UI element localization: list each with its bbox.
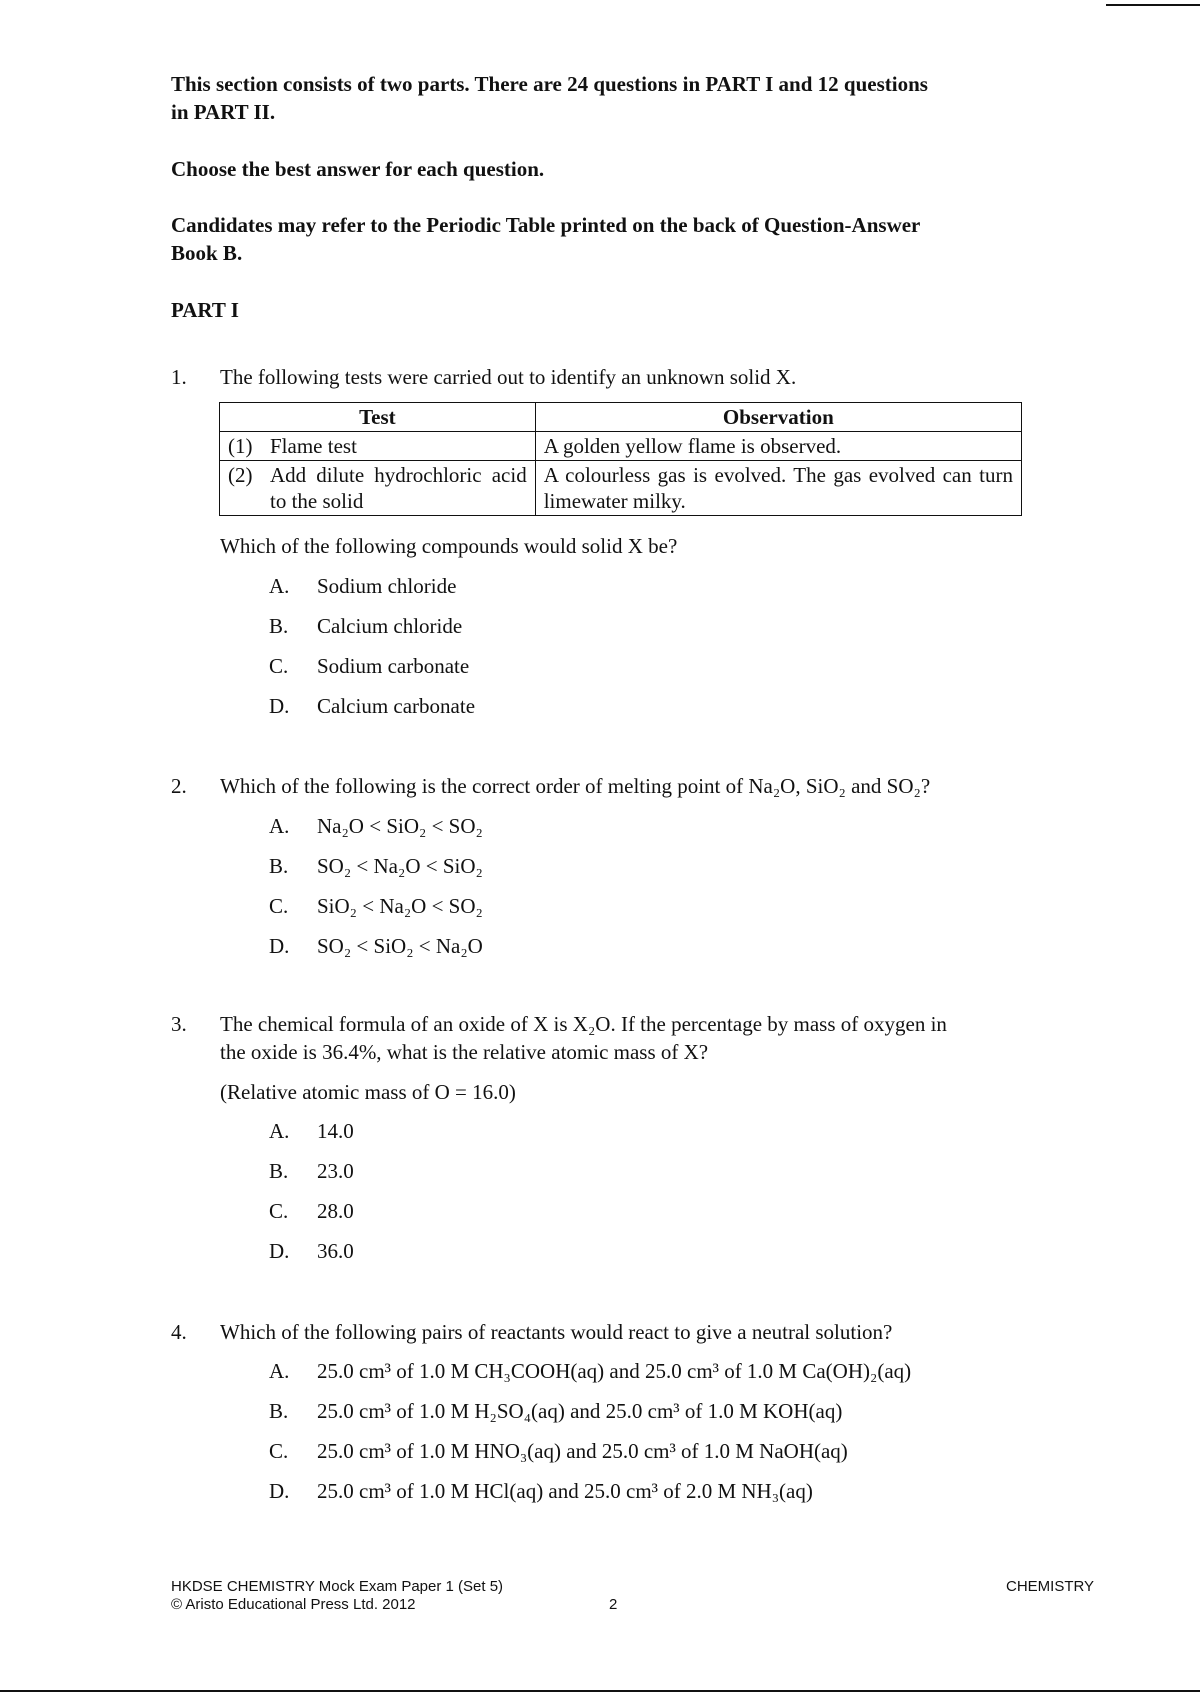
intro-line-2: in PART II. [171, 100, 276, 124]
option-text: Sodium carbonate [317, 654, 470, 678]
question-text [220, 1010, 1100, 1066]
test-cell [220, 432, 536, 461]
option-letter: C. [269, 1199, 289, 1223]
option-letter: C. [269, 654, 289, 678]
test-cell [220, 461, 536, 516]
intro-periodic-table [171, 211, 1071, 267]
question-text: The following tests were carried out to identify an unknown solid X. [220, 365, 797, 389]
option-text: 28.0 [317, 1199, 354, 1223]
question-prompt: Which of the following compounds would solid X be? [220, 534, 678, 558]
intro-periodic-line-2: Book B. [171, 241, 243, 265]
option-letter: D. [269, 934, 290, 958]
table-row [220, 461, 1022, 516]
option-text: Calcium chloride [317, 614, 463, 638]
option-text: SO₂ < Na₂O < SiO₂ [317, 854, 483, 878]
option-letter: D. [269, 1479, 290, 1503]
question-number: 3. [171, 1012, 187, 1036]
question-text-line-1: The chemical formula of an oxide of X is X₂O. If the percentage by mass of oxygen in [220, 1012, 947, 1036]
table-row [220, 432, 1022, 461]
intro-choose: Choose the best answer for each question. [171, 157, 545, 181]
test-number: (1) [228, 434, 253, 458]
option-letter: D. [269, 1239, 290, 1263]
option-letter: A. [269, 814, 290, 838]
intro-line-1: This section consists of two parts. There are 24 questions in PART I and 12 questions [171, 72, 928, 96]
option-text: 14.0 [317, 1119, 354, 1143]
option-letter: A. [269, 574, 290, 598]
scan-mark-top-right [1106, 4, 1200, 6]
option-text: 25.0 cm³ of 1.0 M H₂SO₄(aq) and 25.0 cm³ of 1.0 M KOH(aq) [317, 1399, 843, 1423]
option-text: SO₂ < SiO₂ < Na₂O [317, 934, 483, 958]
test-number: (2) [228, 463, 253, 487]
footer-subject: CHEMISTRY [1006, 1578, 1095, 1595]
option-text: 25.0 cm³ of 1.0 M CH₃COOH(aq) and 25.0 cm³ of 1.0 M Ca(OH)₂(aq) [317, 1359, 912, 1383]
part-heading: PART I [171, 298, 239, 322]
option-text: Na₂O < SiO₂ < SO₂ [317, 814, 483, 838]
option-text: 25.0 cm³ of 1.0 M HNO₃(aq) and 25.0 cm³ of 1.0 M NaOH(aq) [317, 1439, 848, 1463]
question-text: Which of the following is the correct order of melting point of Na₂O, SiO₂ and SO₂? [220, 774, 931, 798]
option-text: Calcium carbonate [317, 694, 476, 718]
test-name: Add dilute hydrochloric acid to the solid [270, 463, 527, 513]
table-header-test: Test [220, 403, 536, 432]
test-name: Flame test [270, 434, 357, 458]
intro-periodic-line-1: Candidates may refer to the Periodic Table printed on the back of Question-Answer [171, 213, 921, 237]
option-letter: A. [269, 1359, 290, 1383]
scan-edge-bottom [0, 1690, 1200, 1692]
option-text: Sodium chloride [317, 574, 457, 598]
observation-cell: A colourless gas is evolved. The gas evolved can turn limewater milky. [535, 461, 1021, 516]
tests-table [219, 402, 1022, 516]
option-text: SiO₂ < Na₂O < SO₂ [317, 894, 483, 918]
option-letter: D. [269, 694, 290, 718]
question-number: 1. [171, 365, 187, 389]
option-letter: C. [269, 894, 289, 918]
question-text: Which of the following pairs of reactants would react to give a neutral solution? [220, 1320, 893, 1344]
footer-exam-title: HKDSE CHEMISTRY Mock Exam Paper 1 (Set 5) [171, 1578, 504, 1595]
page-number: 2 [609, 1596, 618, 1613]
option-text: 36.0 [317, 1239, 354, 1263]
option-letter: B. [269, 1159, 289, 1183]
table-header-row [220, 403, 1022, 432]
intro-instructions [171, 70, 1071, 126]
option-letter: A. [269, 1119, 290, 1143]
question-number: 4. [171, 1320, 187, 1344]
option-text: 23.0 [317, 1159, 354, 1183]
footer-copyright: © Aristo Educational Press Ltd. 2012 [171, 1596, 416, 1613]
relative-atomic-mass-note: (Relative atomic mass of O = 16.0) [220, 1080, 516, 1104]
question-number: 2. [171, 774, 187, 798]
option-letter: C. [269, 1439, 289, 1463]
option-letter: B. [269, 614, 289, 638]
footer-left [171, 1578, 503, 1614]
option-letter: B. [269, 854, 289, 878]
observation-cell: A golden yellow flame is observed. [535, 432, 1021, 461]
option-letter: B. [269, 1399, 289, 1423]
question-text-line-2: the oxide is 36.4%, what is the relative atomic mass of X? [220, 1040, 709, 1064]
table-header-observation: Observation [535, 403, 1021, 432]
option-text: 25.0 cm³ of 1.0 M HCl(aq) and 25.0 cm³ of 2.0 M NH₃(aq) [317, 1479, 813, 1503]
